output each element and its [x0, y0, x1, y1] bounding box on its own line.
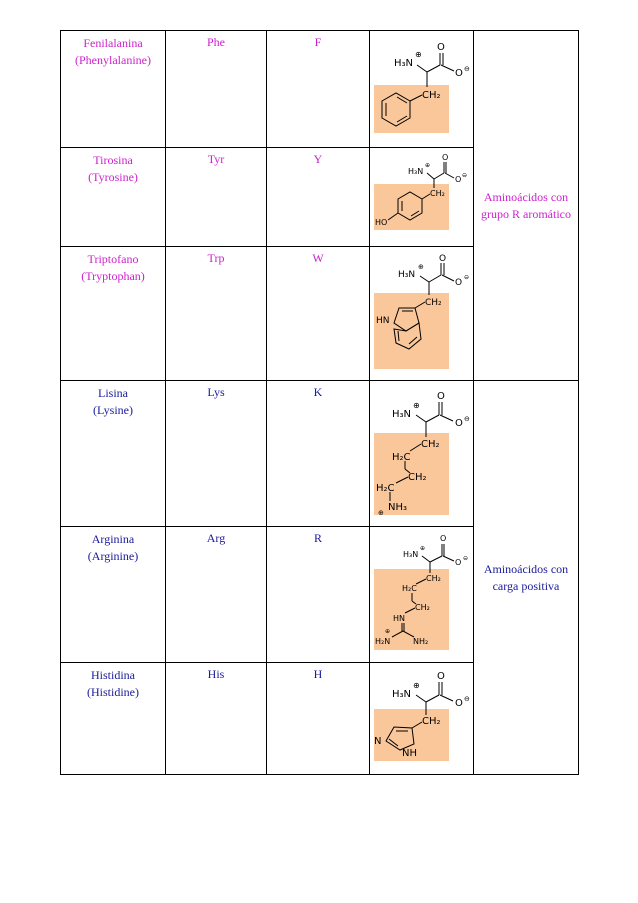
tryptophan-structure: [372, 251, 472, 376]
svg-text:H₃N: H₃N: [392, 409, 412, 420]
svg-text:H₂C: H₂C: [376, 483, 395, 494]
amino-acid-name-cell: [61, 31, 166, 148]
svg-text:O: O: [455, 68, 463, 79]
amino-acid-english-name: (Lysine): [93, 403, 133, 417]
svg-text:H₃N: H₃N: [408, 167, 424, 176]
histidine-structure: [372, 667, 472, 767]
svg-text:CH₂: CH₂: [408, 472, 427, 483]
group-label-line: Aminoácidos con: [483, 561, 569, 576]
aromatic-group-cell: [474, 31, 579, 381]
svg-text:HO: HO: [375, 218, 388, 227]
svg-text:O: O: [455, 418, 463, 429]
svg-text:O: O: [455, 278, 463, 288]
table-row: [61, 31, 579, 148]
svg-text:O: O: [442, 153, 449, 162]
amino-acid-name: Arginina: [91, 532, 135, 546]
svg-text:O: O: [437, 671, 445, 682]
svg-text:O: O: [437, 42, 445, 53]
svg-text:H₃N: H₃N: [392, 689, 412, 700]
lysine-structure: [372, 385, 472, 520]
structure-cell: [370, 527, 474, 663]
table-row: [61, 381, 579, 527]
one-letter-code: W: [267, 247, 370, 381]
svg-text:⊕: ⊕: [420, 545, 426, 552]
svg-text:⊕: ⊕: [385, 628, 391, 635]
svg-text:CH₂: CH₂: [421, 439, 440, 450]
svg-text:O: O: [455, 558, 462, 567]
svg-text:CH₂: CH₂: [425, 298, 442, 308]
svg-text:O: O: [455, 698, 463, 709]
amino-acid-english-name: (Tryptophan): [81, 269, 145, 283]
svg-text:CH₂: CH₂: [430, 189, 445, 198]
svg-text:⊖: ⊖: [462, 172, 468, 179]
amino-acid-name-cell: [61, 247, 166, 381]
svg-text:H₃N: H₃N: [398, 270, 416, 280]
svg-text:CH₂: CH₂: [422, 716, 441, 727]
one-letter-code: Y: [267, 148, 370, 247]
amino-acid-english-name: (Histidine): [87, 685, 139, 699]
svg-text:⊖: ⊖: [464, 415, 470, 423]
svg-text:O: O: [455, 175, 462, 184]
one-letter-code: H: [267, 663, 370, 775]
amine-label: H₃N: [394, 58, 414, 69]
amino-acid-name-cell: [61, 527, 166, 663]
arginine-structure: [372, 531, 472, 656]
amino-acid-english-name: (Arginine): [87, 549, 139, 563]
amino-acid-name-cell: [61, 381, 166, 527]
svg-text:⊕: ⊕: [413, 401, 420, 410]
amino-acid-name: Fenilalanina: [83, 36, 143, 50]
three-letter-code: Trp: [166, 247, 267, 381]
svg-text:NH₂: NH₂: [413, 637, 429, 646]
amino-acid-table: [60, 30, 579, 775]
svg-text:HN: HN: [376, 316, 390, 326]
amino-acid-name: Tirosina: [93, 153, 133, 167]
svg-text:CH₂: CH₂: [415, 603, 430, 612]
amino-acid-name: Histidina: [91, 668, 135, 682]
svg-text:H₃N: H₃N: [403, 550, 419, 559]
structure-cell: [370, 381, 474, 527]
group-label-line: carga positiva: [492, 578, 560, 593]
svg-text:CH₂: CH₂: [426, 574, 441, 583]
svg-text:H₂N: H₂N: [375, 637, 391, 646]
amino-acid-name: Lisina: [98, 386, 128, 400]
group-label-line: Aminoácidos con: [483, 189, 569, 204]
structure-cell: [370, 31, 474, 148]
one-letter-code: K: [267, 381, 370, 527]
svg-text:NH₃: NH₃: [388, 502, 408, 513]
svg-text:O: O: [440, 534, 447, 543]
svg-text:O: O: [437, 391, 445, 402]
svg-text:O: O: [439, 254, 447, 264]
svg-text:⊖: ⊖: [464, 65, 470, 73]
svg-text:⊖: ⊖: [464, 695, 470, 703]
three-letter-code: Tyr: [166, 148, 267, 247]
svg-text:⊕: ⊕: [378, 509, 384, 517]
svg-text:HN: HN: [393, 614, 405, 623]
tyrosine-structure: [372, 152, 472, 242]
svg-text:⊕: ⊕: [415, 50, 422, 59]
svg-text:⊖: ⊖: [463, 555, 469, 562]
amino-acid-english-name: (Phenylalanine): [75, 53, 151, 67]
one-letter-code: F: [267, 31, 370, 148]
svg-text:NH: NH: [402, 748, 417, 759]
amino-acid-english-name: (Tyrosine): [88, 170, 138, 184]
svg-text:N: N: [374, 736, 382, 747]
svg-text:CH₂: CH₂: [422, 90, 441, 101]
svg-text:⊕: ⊕: [425, 162, 431, 169]
three-letter-code: Arg: [166, 527, 267, 663]
svg-text:H₂C: H₂C: [402, 584, 417, 593]
three-letter-code: His: [166, 663, 267, 775]
positive-charge-group-cell: [474, 381, 579, 775]
one-letter-code: R: [267, 527, 370, 663]
svg-text:⊕: ⊕: [418, 263, 424, 271]
structure-cell: [370, 663, 474, 775]
amino-acid-name-cell: [61, 148, 166, 247]
phenylalanine-structure: [372, 35, 472, 145]
three-letter-code: Lys: [166, 381, 267, 527]
svg-text:⊖: ⊖: [464, 274, 470, 281]
amino-acid-name-cell: [61, 663, 166, 775]
structure-cell: [370, 148, 474, 247]
group-label-line: grupo R aromático: [481, 206, 571, 221]
svg-text:H₂C: H₂C: [392, 452, 411, 463]
structure-cell: [370, 247, 474, 381]
three-letter-code: Phe: [166, 31, 267, 148]
amino-acid-name: Triptofano: [87, 252, 139, 266]
svg-text:⊕: ⊕: [413, 681, 420, 690]
